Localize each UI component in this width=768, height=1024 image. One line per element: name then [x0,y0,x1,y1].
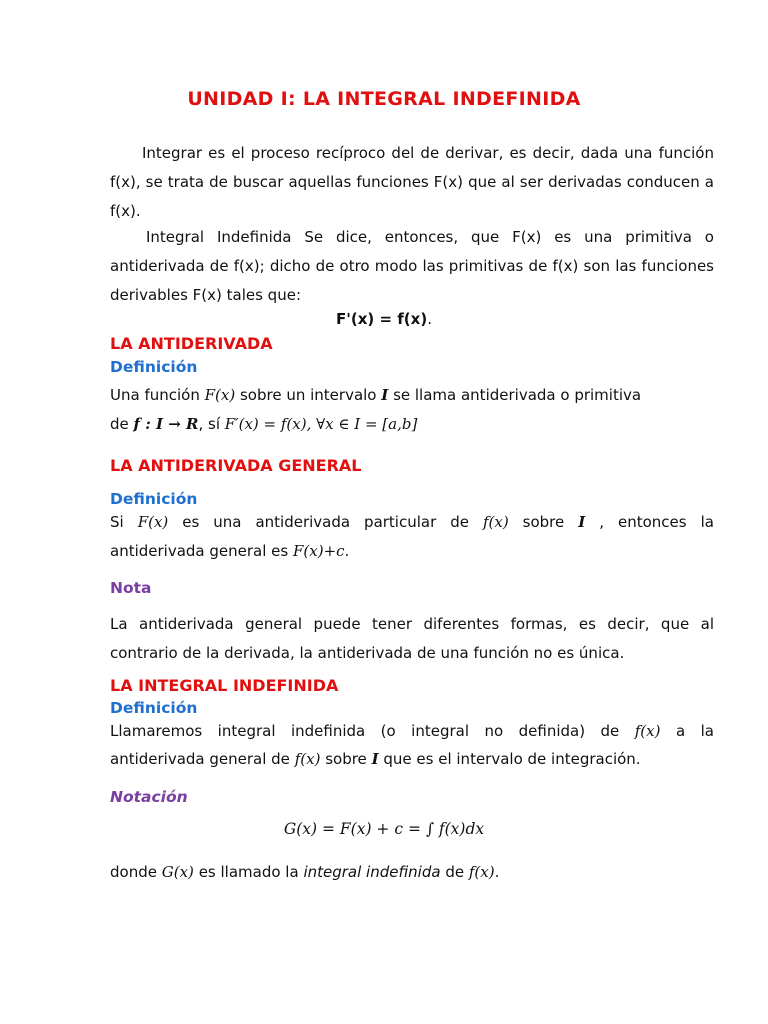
section-heading-antiderivada-general: LA ANTIDERIVADA GENERAL [110,456,362,475]
intro-paragraph-1: Integrar es el proceso recíproco del de derivar, es decir, dada una función f(x), se trata de buscar aquellas funciones F(x) que al ser derivadas conducen a f(x). [110,144,714,220]
text: es llamado la [198,863,299,881]
page-title: UNIDAD I: LA INTEGRAL INDEFINIDA [187,88,581,110]
text: que es el intervalo de integración. [383,750,641,768]
math-F-of-x: F(x) [204,386,236,404]
equation-line [110,305,658,334]
emphasis-integral-indefinida: integral indefinida [303,863,441,881]
section-heading-integral-indefinida: LA INTEGRAL INDEFINIDA [110,676,339,695]
text: sobre un intervalo [239,386,377,404]
math-F-of-x: F(x) [137,513,169,531]
text: sobre [522,513,565,531]
equation-main: F'(x) = f(x) [336,310,428,328]
text: , entonces la [599,513,714,531]
definition-3-line-1 [110,717,714,746]
nota-paragraph: La antiderivada general puede tener diferentes formas, es decir, que al contrario de la derivada, la antiderivada de una función no es única. [110,615,714,662]
math-integral-definition: G(x) = F(x) + c = ∫ f(x)dx [283,820,485,838]
text: sobre [325,750,367,768]
notacion-label: Notación [110,788,188,806]
definition-1-line-1 [110,381,714,410]
definition-label-2: Definición [110,490,198,508]
integral-formula [0,820,768,838]
text: de [445,863,465,881]
math-interval-I: I [381,386,389,404]
text: . [494,863,500,881]
math-G-of-x: G(x) [161,863,194,881]
math-f-of-x: f(x) [294,750,321,768]
math-f-of-x: f(x) [482,513,509,531]
text: , sí [198,415,220,433]
text: Llamaremos integral indefinida (o integral no definida) de [110,722,620,740]
nota-label: Nota [110,579,152,597]
definition-label-1: Definición [110,358,198,376]
equation-end: . [427,310,432,328]
text: donde [110,863,157,881]
math-interval-I: I [371,750,379,768]
math-mapping: f : I → R [133,415,199,433]
text: antiderivada general es [110,542,289,560]
definition-1-line-2 [110,410,714,439]
closing-line [110,858,714,887]
definition-2-line-2 [110,537,714,566]
text: es una antiderivada particular de [182,513,469,531]
definition-label-3: Definición [110,699,198,717]
text: a la [675,722,714,740]
text: Si [110,513,124,531]
text: de [110,415,129,433]
text: antiderivada general de [110,750,290,768]
text: Una función [110,386,200,404]
section-heading-antiderivada: LA ANTIDERIVADA [110,334,273,353]
math-f-of-x: f(x) [468,863,495,881]
math-f-of-x: f(x) [634,722,661,740]
text: se llama antiderivada o primitiva [393,386,642,404]
text: . [344,542,350,560]
definition-2-line-1 [110,508,714,537]
math-interval-I: I [578,513,586,531]
math-F-plus-c: F(x)+c [293,542,345,560]
definition-3-line-2 [110,745,714,774]
math-condition: F′(x) = f(x), ∀x ∈ I = [a,b] [224,415,418,433]
intro-paragraph-2: Integral Indefinida Se dice, entonces, que F(x) es una primitiva o antiderivada de f(x); dicho de otro modo las primitivas de f(x) son las funciones derivables F(x) tales que: [110,228,714,304]
